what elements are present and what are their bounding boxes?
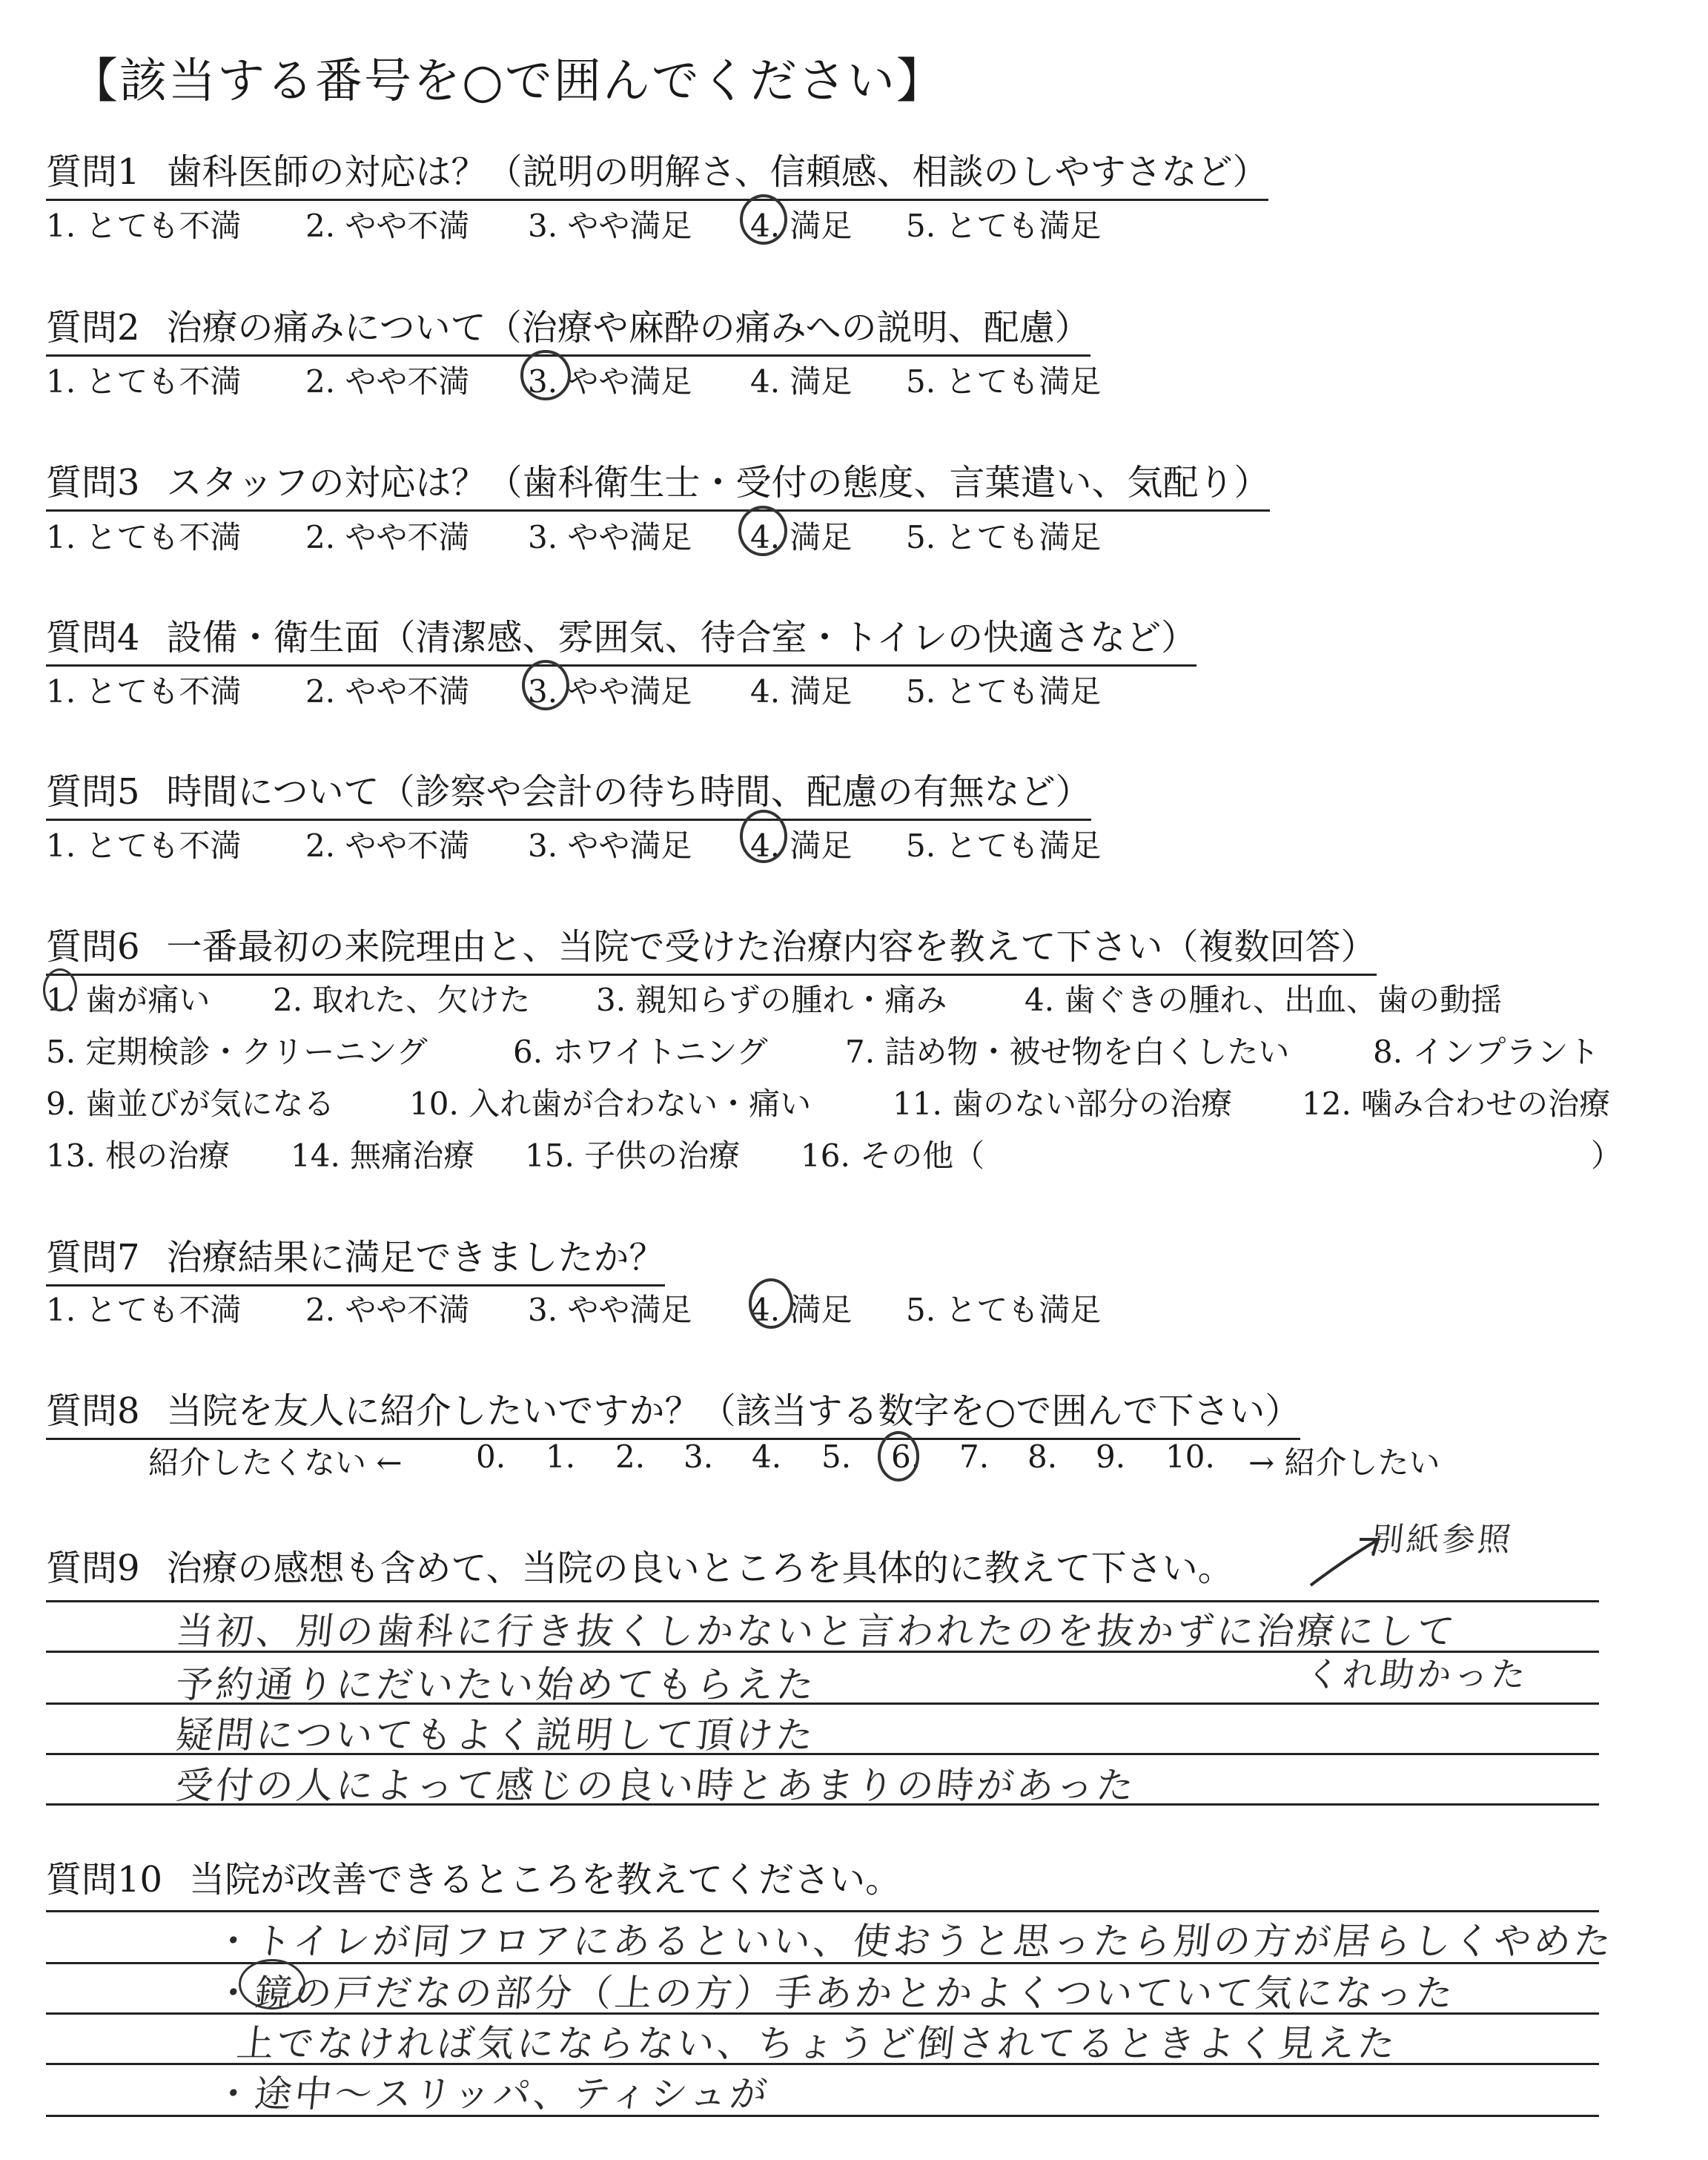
q7-option-4[interactable]: 4. 満足	[750, 1292, 853, 1328]
question-4-text: 設備・衛生面（清潔感、雰囲気、待合室・トイレの快適さなど）	[166, 617, 1197, 658]
q4-option-4[interactable]: 4. 満足	[750, 673, 853, 710]
q4-selected-circle	[522, 660, 569, 710]
q6-option-9[interactable]: 9. 歯並びが気になる	[46, 1086, 335, 1122]
question-7-text: 治療結果に満足できましたか？	[166, 1237, 665, 1278]
question-6-number: 質問6	[46, 926, 140, 968]
question-8-title	[46, 1382, 1300, 1440]
page-title: 【該当する番号を○で囲んでください】	[70, 54, 945, 109]
q8-option-2[interactable]: 2.	[615, 1439, 646, 1475]
q3-selected-circle	[738, 506, 787, 556]
q6-option-10[interactable]: 10. 入れ歯が合わない・痛い	[409, 1086, 812, 1122]
question-10-number: 質問10	[46, 1859, 163, 1900]
q9-answer-3: 疑問についてもよく説明して頂けた	[173, 1714, 818, 1757]
q2-option-3[interactable]: 3. やや満足	[528, 363, 692, 400]
q1-option-5[interactable]: 5. とても満足	[906, 208, 1102, 244]
q1-option-4[interactable]: 4. 満足	[750, 208, 853, 244]
question-10-text: 当院が改善できるところを教えてください。	[189, 1859, 901, 1900]
q4-option-5[interactable]: 5. とても満足	[906, 673, 1102, 710]
q6-option-8[interactable]: 8. インプラント	[1373, 1034, 1600, 1070]
q8-option-4[interactable]: 4.	[752, 1439, 782, 1475]
q9-line-5	[46, 1803, 1599, 1806]
q6-option-1[interactable]: 1. 歯が痛い	[46, 982, 211, 1018]
q6-selected-circle	[43, 968, 77, 1011]
question-9-text: 治療の感想も含めて、当院の良いところを具体的に教えて下さい。	[166, 1548, 1234, 1589]
q9-answer-continuation: くれ助かった	[1303, 1654, 1531, 1694]
q5-option-2[interactable]: 2. やや不満	[305, 828, 470, 864]
q8-option-8[interactable]: 8.	[1027, 1439, 1058, 1475]
q2-option-4[interactable]: 4. 満足	[750, 363, 853, 400]
question-1-text: 歯科医師の対応は？（説明の明解さ、信頼感、相談のしやすさなど）	[166, 151, 1268, 193]
q6-option-5[interactable]: 5. 定期検診・クリーニング	[46, 1034, 428, 1070]
q9-answer-4: 受付の人によって感じの良い時とあまりの時があった	[173, 1764, 1139, 1807]
q6-option-12[interactable]: 12. 噛み合わせの治療	[1302, 1086, 1611, 1122]
question-1-title	[46, 143, 1268, 201]
question-7-number: 質問7	[46, 1237, 140, 1278]
q5-option-1[interactable]: 1. とても不満	[46, 828, 242, 864]
question-3-title	[46, 454, 1270, 512]
q8-left-label: 紹介したくない ←	[148, 1444, 403, 1481]
q2-option-1[interactable]: 1. とても不満	[46, 363, 242, 400]
q8-option-9[interactable]: 9.	[1096, 1439, 1126, 1475]
question-1-number: 質問1	[46, 151, 140, 193]
q9-answer-1: 当初、別の歯科に行き抜くしかないと言われたのを抜かずに治療にして	[173, 1610, 1460, 1653]
q6-option-7[interactable]: 7. 詰め物・被せ物を白くしたい	[845, 1034, 1290, 1070]
q6-option-13[interactable]: 13. 根の治療	[46, 1137, 231, 1174]
question-8-text: 当院を友人に紹介したいですか？（該当する数字を○で囲んで下さい）	[166, 1390, 1301, 1432]
q2-option-5[interactable]: 5. とても満足	[906, 363, 1102, 400]
q8-right-label: → 紹介したい	[1248, 1444, 1440, 1481]
q8-option-6[interactable]: 6.	[891, 1439, 921, 1475]
q9-answer-2: 予約通りにだいたい始めてもらえた	[173, 1663, 819, 1706]
q6-option-14[interactable]: 14. 無痛治療	[291, 1137, 475, 1174]
q6-option-2[interactable]: 2. 取れた、欠けた	[273, 982, 531, 1018]
question-6-title	[46, 918, 1377, 976]
q8-option-10[interactable]: 10.	[1165, 1439, 1215, 1475]
question-5-number: 質問5	[46, 771, 140, 813]
q10-line-5	[46, 2115, 1599, 2117]
q5-option-5[interactable]: 5. とても満足	[906, 828, 1102, 864]
question-9-number: 質問9	[46, 1548, 140, 1589]
question-10-title	[46, 1851, 901, 1902]
q2-option-2[interactable]: 2. やや不満	[305, 363, 470, 400]
q6-option-3[interactable]: 3. 親知らずの腫れ・痛み	[596, 982, 947, 1018]
q4-option-1[interactable]: 1. とても不満	[46, 673, 242, 710]
q6-option-15[interactable]: 15. 子供の治療	[525, 1137, 741, 1174]
q5-selected-circle	[740, 810, 787, 863]
q10-mirror-circle	[239, 1959, 305, 2009]
q7-option-1[interactable]: 1. とても不満	[46, 1292, 242, 1328]
q1-option-1[interactable]: 1. とても不満	[46, 208, 242, 244]
q6-other-close-paren: ）	[1591, 1137, 1623, 1174]
question-6-text: 一番最初の来院理由と、当院で受けた治療内容を教えて下さい（複数回答）	[166, 926, 1377, 968]
q5-option-3[interactable]: 3. やや満足	[528, 828, 692, 864]
q10-answer-2: ・鏡の戸だなの部分（上の方）手あかとかよくついていて気になった	[212, 1972, 1458, 2015]
q4-option-2[interactable]: 2. やや不満	[305, 673, 470, 710]
q5-option-4[interactable]: 4. 満足	[750, 828, 853, 864]
q7-option-5[interactable]: 5. とても満足	[906, 1292, 1102, 1328]
q1-selected-circle	[740, 194, 787, 245]
question-5-text: 時間について（診察や会計の待ち時間、配慮の有無など）	[166, 771, 1091, 813]
question-3-number: 質問3	[46, 462, 140, 503]
q6-option-4[interactable]: 4. 歯ぐきの腫れ、出血、歯の動揺	[1025, 982, 1502, 1018]
q8-option-1[interactable]: 1.	[546, 1439, 576, 1475]
q3-option-3[interactable]: 3. やや満足	[528, 519, 692, 555]
q7-option-2[interactable]: 2. やや不満	[305, 1292, 470, 1328]
question-9-title	[46, 1539, 1234, 1591]
q10-answer-1: ・トイレが同フロアにあるといい、使おうと思ったら別の方が居らしくやめた	[212, 1920, 1617, 1963]
question-8-number: 質問8	[46, 1390, 140, 1432]
q10-answer-4: ・途中〜スリッパ、ティシュが	[212, 2073, 772, 2116]
q2-selected-circle	[520, 350, 571, 400]
question-7-title	[46, 1229, 665, 1287]
question-2-text: 治療の痛みについて（治療や麻酔の痛みへの説明、配慮）	[166, 307, 1090, 349]
question-2-title	[46, 299, 1090, 357]
q7-option-3[interactable]: 3. やや満足	[528, 1292, 692, 1328]
q9-line-4	[46, 1753, 1599, 1755]
q7-selected-circle	[749, 1278, 793, 1329]
q8-option-3[interactable]: 3.	[683, 1439, 714, 1475]
q4-option-3[interactable]: 3. やや満足	[528, 673, 692, 710]
question-4-number: 質問4	[46, 617, 140, 658]
q9-side-note: 別紙参照	[1368, 1521, 1516, 1559]
question-4-title	[46, 609, 1196, 667]
q8-option-0[interactable]: 0.	[476, 1439, 506, 1475]
q6-option-16[interactable]: 16. その他（	[801, 1137, 985, 1174]
q9-line-3	[46, 1702, 1599, 1705]
q3-option-4[interactable]: 4. 満足	[750, 519, 853, 555]
q3-option-2[interactable]: 2. やや不満	[305, 519, 470, 555]
question-3-text: スタッフの対応は？（歯科衛生士・受付の態度、言葉遣い、気配り）	[166, 462, 1270, 503]
question-2-number: 質問2	[46, 307, 140, 349]
q8-selected-circle	[878, 1431, 919, 1482]
q8-option-7[interactable]: 7.	[959, 1439, 990, 1475]
q3-option-5[interactable]: 5. とても満足	[906, 519, 1102, 555]
q6-option-11[interactable]: 11. 歯のない部分の治療	[893, 1086, 1233, 1122]
q3-option-1[interactable]: 1. とても不満	[46, 519, 242, 555]
q10-answer-3: 上でなければ気にならない、ちょうど倒されてるときよく見えた	[234, 2022, 1400, 2065]
q8-option-5[interactable]: 5.	[821, 1439, 852, 1475]
question-5-title	[46, 763, 1091, 821]
q1-option-3[interactable]: 3. やや満足	[528, 208, 692, 244]
q1-option-2[interactable]: 2. やや不満	[305, 208, 470, 244]
q6-option-6[interactable]: 6. ホワイトニング	[513, 1034, 768, 1070]
